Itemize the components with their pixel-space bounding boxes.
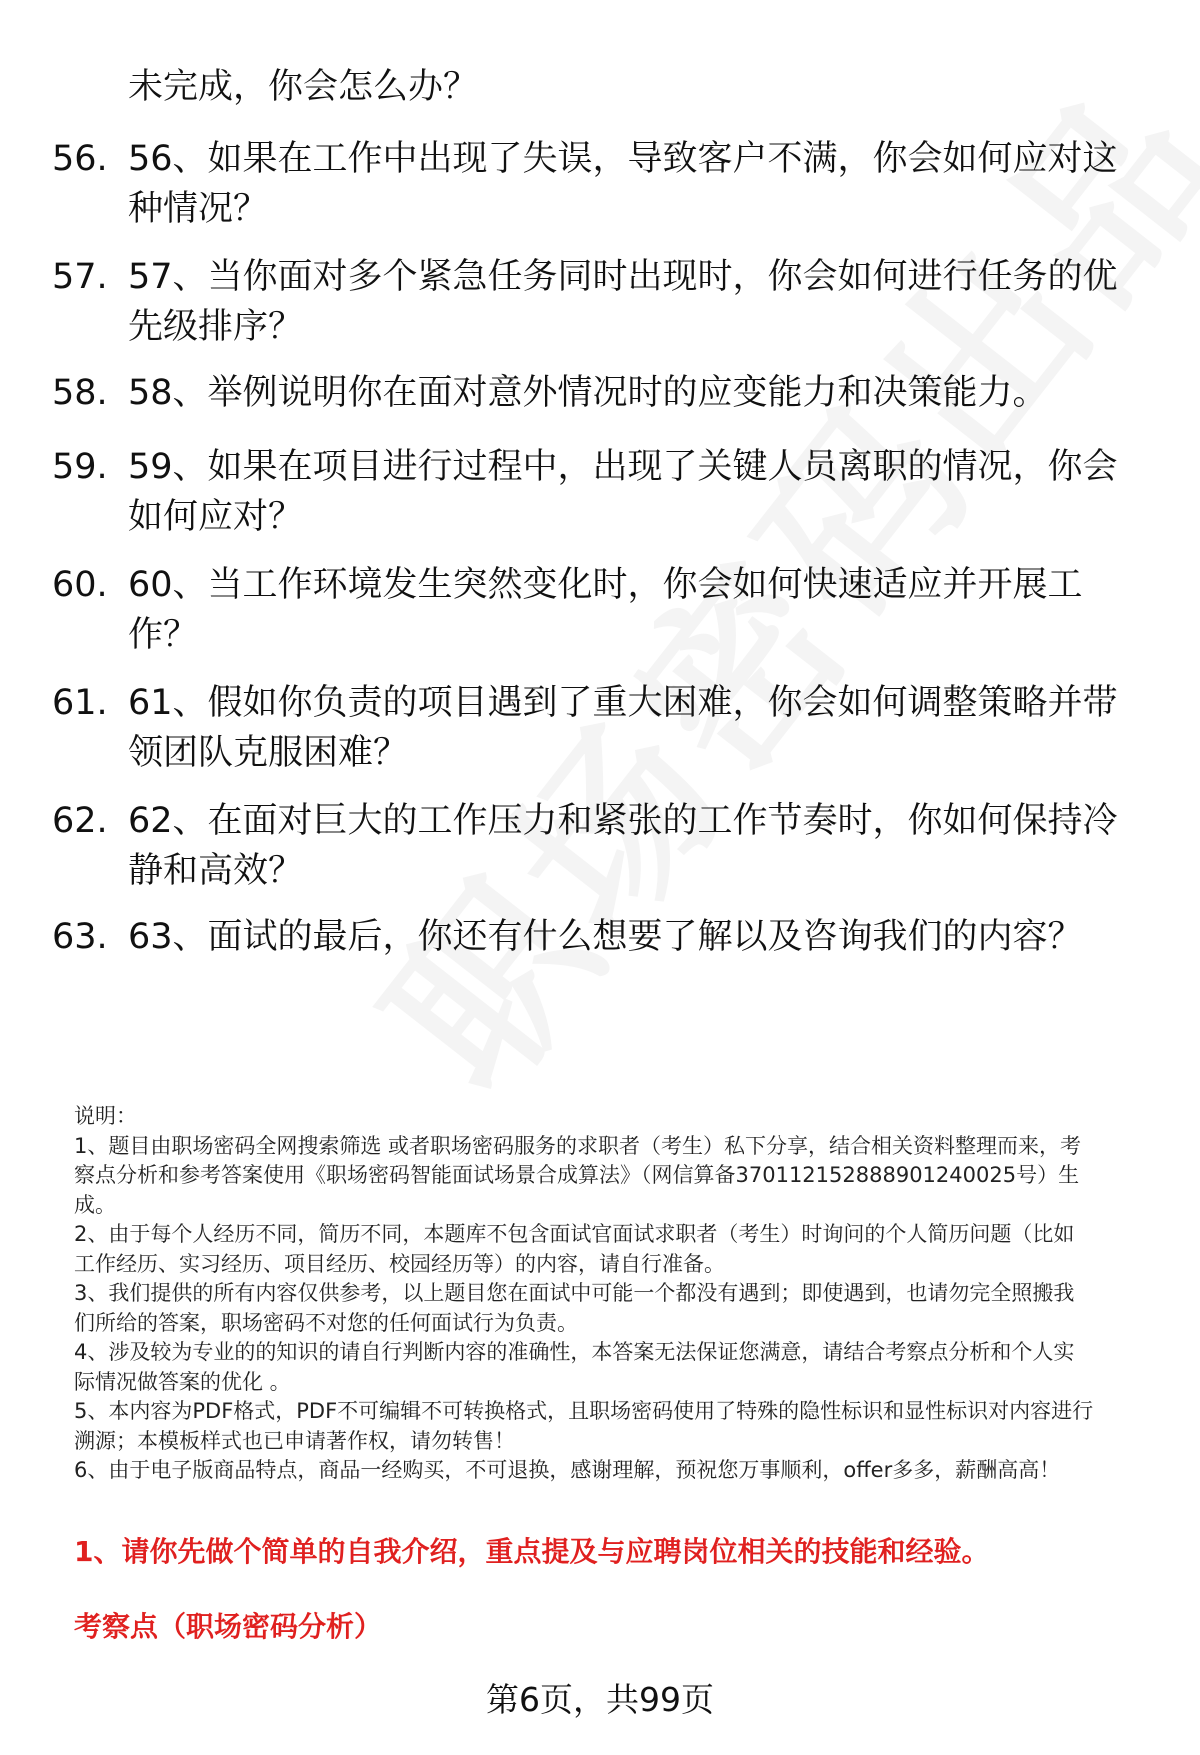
analysis-heading: 考察点（职场密码分析） bbox=[74, 1610, 383, 1643]
question-continuation: 未完成，你会怎么办？ bbox=[128, 67, 479, 107]
page-footer: 第6页，共99页 bbox=[486, 1680, 714, 1719]
question-text bbox=[128, 442, 1148, 542]
question-line: 63、面试的最后，你还有什么想要了解以及咨询我们的内容？ bbox=[128, 917, 1083, 957]
question-text bbox=[128, 368, 1148, 418]
question-line: 58、举例说明你在面对意外情况时的应变能力和决策能力。 bbox=[128, 373, 1048, 413]
notes-line: 2、由于每个人经历不同，简历不同，本题库不包含面试官面试求职者（考生）时询问的个人简历问题（比如 bbox=[74, 1222, 1075, 1246]
question-number: 59. bbox=[52, 447, 108, 487]
notes-line: 成。 bbox=[74, 1192, 116, 1217]
question-line: 领团队克服困难？ bbox=[128, 733, 409, 773]
question-text bbox=[128, 252, 1148, 352]
question-number: 61. bbox=[52, 683, 108, 723]
notes-line: 工作经历、实习经历、项目经历、校园经历等）的内容，请自行准备。 bbox=[74, 1251, 725, 1276]
notes-line: 4、涉及较为专业的的知识的请自行判断内容的准确性，本答案无法保证您满意，请结合考察点分析和个人实 bbox=[74, 1340, 1075, 1364]
question-line: 60、当工作环境发生突然变化时，你会如何快速适应并开展工 bbox=[128, 565, 1083, 605]
question-line: 如何应对？ bbox=[128, 497, 304, 537]
notes-line: 6、由于电子版商品特点，商品一经购买，不可退换，感谢理解，预祝您万事顺利，offer多多，薪酬高高！ bbox=[74, 1458, 1061, 1482]
question-line: 61、假如你负责的项目遇到了重大困难，你会如何调整策略并带 bbox=[128, 683, 1118, 723]
question-number: 63. bbox=[52, 917, 108, 957]
question-number: 57. bbox=[52, 257, 108, 297]
notes-line: 3、我们提供的所有内容仅供参考，以上题目您在面试中可能一个都没有遇到；即使遇到，也请勿完全照搬我 bbox=[74, 1281, 1075, 1305]
question-line: 作？ bbox=[128, 615, 199, 655]
notes-line: 际情况做答案的优化 。 bbox=[74, 1369, 291, 1394]
question-number: 58. bbox=[52, 373, 108, 413]
notes-section bbox=[74, 1102, 1164, 1486]
question-line: 62、在面对巨大的工作压力和紧张的工作节奏时，你如何保持冷 bbox=[128, 801, 1118, 841]
question-number: 56. bbox=[52, 139, 108, 179]
notes-line: 察点分析和参考答案使用《职场密码智能面试场景合成算法》（网信算备370112152888901240025号）生 bbox=[74, 1163, 1080, 1187]
notes-line: 1、题目由职场密码全网搜索筛选 或者职场密码服务的求职者（考生）私下分享，结合相关资料整理而来，考 bbox=[74, 1133, 1082, 1158]
question-number: 62. bbox=[52, 801, 108, 841]
question-number: 60. bbox=[52, 565, 108, 605]
notes-title: 说明： bbox=[74, 1104, 137, 1128]
question-line: 静和高效？ bbox=[128, 851, 304, 891]
highlighted-question: 1、请你先做个简单的自我介绍，重点提及与应聘岗位相关的技能和经验。 bbox=[74, 1535, 990, 1568]
question-text bbox=[128, 678, 1148, 778]
question-text bbox=[128, 912, 1148, 962]
notes-line: 溯源；本模板样式也已申请著作权，请勿转售！ bbox=[74, 1428, 515, 1453]
question-text bbox=[128, 796, 1148, 896]
question-line: 先级排序？ bbox=[128, 307, 304, 347]
question-text bbox=[128, 134, 1148, 234]
notes-line: 5、本内容为PDF格式，PDF不可编辑不可转换格式，且职场密码使用了特殊的隐性标识和显性标识对内容进行 bbox=[74, 1399, 1094, 1423]
question-line: 56、如果在工作中出现了失误，导致客户不满，你会如何应对这 bbox=[128, 139, 1118, 179]
question-line: 种情况？ bbox=[128, 189, 269, 229]
question-line: 57、当你面对多个紧急任务同时出现时，你会如何进行任务的优 bbox=[128, 257, 1118, 297]
notes-line: 们所给的答案，职场密码不对您的任何面试行为负责。 bbox=[74, 1310, 578, 1335]
question-line: 59、如果在项目进行过程中，出现了关键人员离职的情况，你会 bbox=[128, 447, 1118, 487]
question-text bbox=[128, 560, 1148, 660]
